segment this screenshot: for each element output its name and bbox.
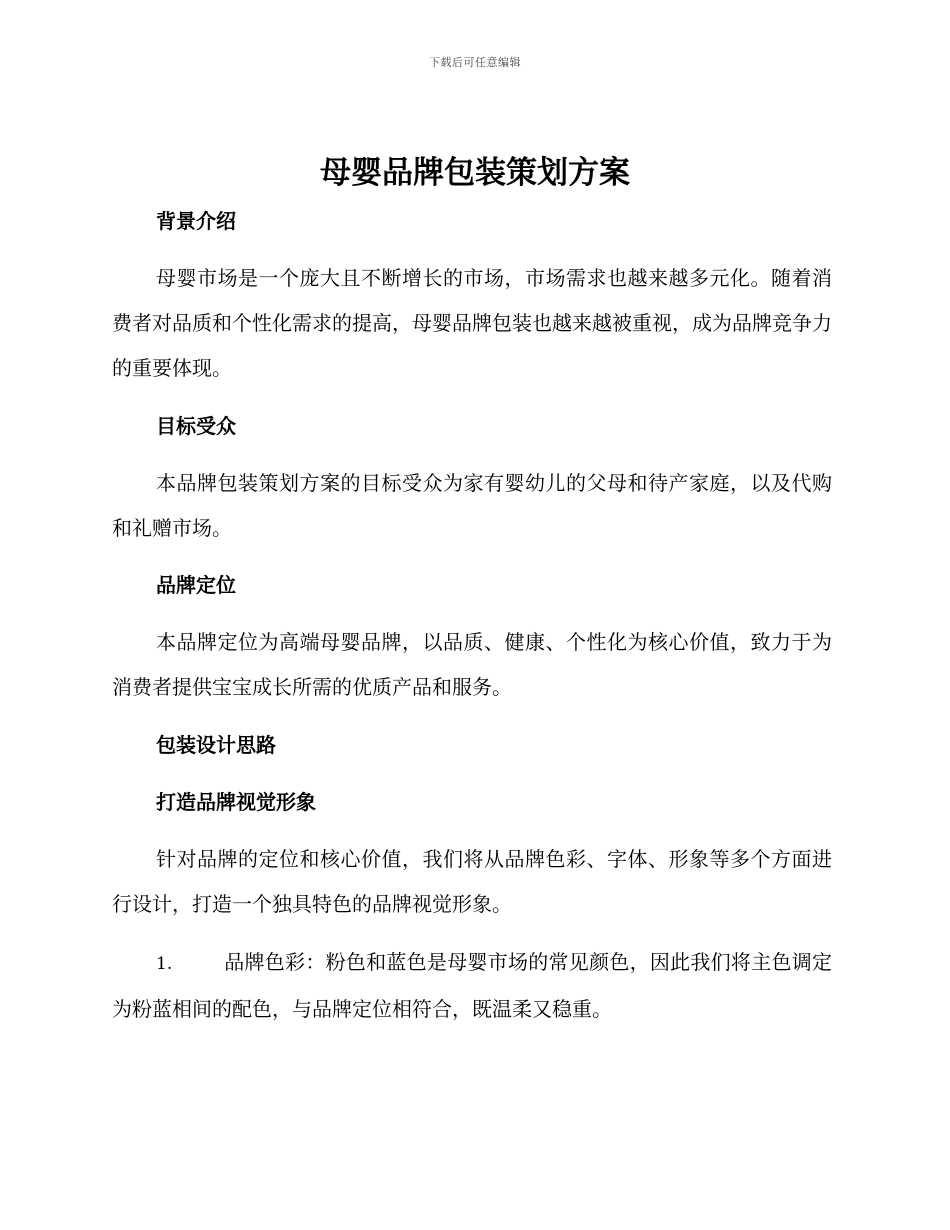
section-heading-brand-visual: 打造品牌视觉形象 [156, 790, 316, 814]
document-title: 母婴品牌包装策划方案 [320, 155, 630, 191]
list-item-number: 1. [156, 954, 173, 974]
list-item-text: 品牌色彩：粉色和蓝色是母婴市场的常见颜色，因此我们将主色调定为粉蓝相间的配色，与品牌定位相符合，既温柔又稳重。 [112, 950, 832, 1021]
section-paragraph-brand-positioning: 本品牌定位为高端母婴品牌，以品质、健康、个性化为核心价值，致力于为消费者提供宝宝成长所需的优质产品和服务。 [112, 630, 832, 699]
section-paragraph-target-audience: 本品牌包装策划方案的目标受众为家有婴幼儿的父母和待产家庭，以及代购和礼赠市场。 [112, 471, 832, 540]
section-heading-background: 背景介绍 [156, 209, 236, 233]
section-paragraph-background: 母婴市场是一个庞大且不断增长的市场，市场需求也越来越多元化。随着消费者对品质和个性化需求的提高，母婴品牌包装也越来越被重视，成为品牌竞争力的重要体现。 [112, 266, 832, 380]
section-heading-packaging-design: 包装设计思路 [156, 733, 276, 757]
header-note: 下载后可任意编辑 [429, 56, 521, 69]
section-heading-brand-positioning: 品牌定位 [156, 573, 236, 597]
list-item [112, 940, 832, 1032]
section-paragraph-brand-visual: 针对品牌的定位和核心价值，我们将从品牌色彩、字体、形象等多个方面进行设计，打造一个独具特色的品牌视觉形象。 [112, 847, 832, 916]
section-heading-target-audience: 目标受众 [156, 414, 236, 438]
